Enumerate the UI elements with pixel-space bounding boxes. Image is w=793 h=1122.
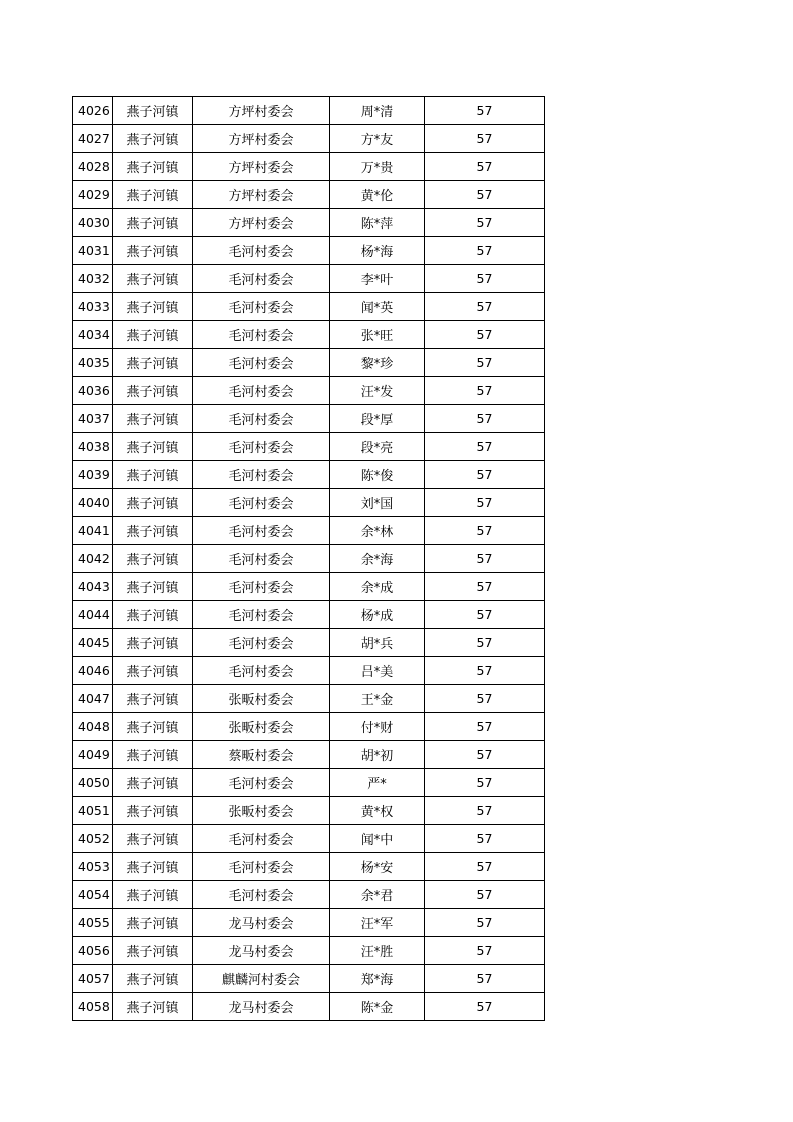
table-row — [73, 937, 545, 965]
name-cell: 郑*海 — [330, 965, 425, 993]
row-number-cell: 4045 — [73, 629, 113, 657]
row-number-cell: 4052 — [73, 825, 113, 853]
town-cell: 燕子河镇 — [113, 405, 193, 433]
name-cell: 杨*成 — [330, 601, 425, 629]
amount-cell: 57 — [425, 265, 545, 293]
row-number-cell: 4026 — [73, 97, 113, 125]
row-number-cell: 4050 — [73, 769, 113, 797]
row-number-cell: 4058 — [73, 993, 113, 1021]
amount-cell: 57 — [425, 881, 545, 909]
row-number-cell: 4031 — [73, 237, 113, 265]
row-number-cell: 4056 — [73, 937, 113, 965]
name-cell: 方*友 — [330, 125, 425, 153]
town-cell: 燕子河镇 — [113, 545, 193, 573]
amount-cell: 57 — [425, 685, 545, 713]
name-cell: 段*厚 — [330, 405, 425, 433]
name-cell: 余*君 — [330, 881, 425, 909]
village-cell: 毛河村委会 — [193, 265, 330, 293]
row-number-cell: 4044 — [73, 601, 113, 629]
amount-cell: 57 — [425, 293, 545, 321]
amount-cell: 57 — [425, 321, 545, 349]
amount-cell: 57 — [425, 125, 545, 153]
row-number-cell: 4030 — [73, 209, 113, 237]
name-cell: 周*清 — [330, 97, 425, 125]
town-cell: 燕子河镇 — [113, 769, 193, 797]
town-cell: 燕子河镇 — [113, 433, 193, 461]
data-table — [72, 96, 545, 1021]
row-number-cell: 4046 — [73, 657, 113, 685]
name-cell: 严* — [330, 769, 425, 797]
village-cell: 毛河村委会 — [193, 237, 330, 265]
village-cell: 张畈村委会 — [193, 797, 330, 825]
amount-cell: 57 — [425, 433, 545, 461]
table-row — [73, 909, 545, 937]
table-row — [73, 965, 545, 993]
amount-cell: 57 — [425, 517, 545, 545]
amount-cell: 57 — [425, 489, 545, 517]
row-number-cell: 4038 — [73, 433, 113, 461]
name-cell: 付*财 — [330, 713, 425, 741]
table-row — [73, 881, 545, 909]
village-cell: 方坪村委会 — [193, 97, 330, 125]
row-number-cell: 4051 — [73, 797, 113, 825]
village-cell: 方坪村委会 — [193, 181, 330, 209]
town-cell: 燕子河镇 — [113, 629, 193, 657]
amount-cell: 57 — [425, 797, 545, 825]
amount-cell: 57 — [425, 853, 545, 881]
town-cell: 燕子河镇 — [113, 349, 193, 377]
amount-cell: 57 — [425, 209, 545, 237]
name-cell: 刘*国 — [330, 489, 425, 517]
amount-cell: 57 — [425, 909, 545, 937]
amount-cell: 57 — [425, 349, 545, 377]
amount-cell: 57 — [425, 237, 545, 265]
amount-cell: 57 — [425, 573, 545, 601]
name-cell: 陈*萍 — [330, 209, 425, 237]
row-number-cell: 4034 — [73, 321, 113, 349]
table-row — [73, 601, 545, 629]
amount-cell: 57 — [425, 713, 545, 741]
village-cell: 毛河村委会 — [193, 881, 330, 909]
name-cell: 黄*权 — [330, 797, 425, 825]
name-cell: 王*金 — [330, 685, 425, 713]
village-cell: 毛河村委会 — [193, 769, 330, 797]
town-cell: 燕子河镇 — [113, 993, 193, 1021]
row-number-cell: 4029 — [73, 181, 113, 209]
name-cell: 万*贵 — [330, 153, 425, 181]
village-cell: 毛河村委会 — [193, 405, 330, 433]
name-cell: 闻*中 — [330, 825, 425, 853]
table-row — [73, 685, 545, 713]
village-cell: 毛河村委会 — [193, 573, 330, 601]
amount-cell: 57 — [425, 965, 545, 993]
town-cell: 燕子河镇 — [113, 965, 193, 993]
town-cell: 燕子河镇 — [113, 853, 193, 881]
table-row — [73, 741, 545, 769]
amount-cell: 57 — [425, 657, 545, 685]
row-number-cell: 4042 — [73, 545, 113, 573]
table-row — [73, 545, 545, 573]
amount-cell: 57 — [425, 97, 545, 125]
table-body — [73, 97, 545, 1021]
table-row — [73, 377, 545, 405]
amount-cell: 57 — [425, 545, 545, 573]
row-number-cell: 4032 — [73, 265, 113, 293]
name-cell: 段*亮 — [330, 433, 425, 461]
name-cell: 黎*珍 — [330, 349, 425, 377]
town-cell: 燕子河镇 — [113, 265, 193, 293]
row-number-cell: 4035 — [73, 349, 113, 377]
table-row — [73, 993, 545, 1021]
town-cell: 燕子河镇 — [113, 237, 193, 265]
table-row — [73, 293, 545, 321]
town-cell: 燕子河镇 — [113, 321, 193, 349]
table-row — [73, 769, 545, 797]
table-row — [73, 797, 545, 825]
table-row — [73, 713, 545, 741]
town-cell: 燕子河镇 — [113, 573, 193, 601]
table-row — [73, 349, 545, 377]
row-number-cell: 4041 — [73, 517, 113, 545]
town-cell: 燕子河镇 — [113, 97, 193, 125]
village-cell: 方坪村委会 — [193, 209, 330, 237]
village-cell: 龙马村委会 — [193, 937, 330, 965]
name-cell: 胡*兵 — [330, 629, 425, 657]
name-cell: 汪*军 — [330, 909, 425, 937]
name-cell: 黄*伦 — [330, 181, 425, 209]
row-number-cell: 4043 — [73, 573, 113, 601]
town-cell: 燕子河镇 — [113, 209, 193, 237]
village-cell: 龙马村委会 — [193, 909, 330, 937]
town-cell: 燕子河镇 — [113, 797, 193, 825]
table-row — [73, 405, 545, 433]
name-cell: 李*叶 — [330, 265, 425, 293]
town-cell: 燕子河镇 — [113, 461, 193, 489]
amount-cell: 57 — [425, 181, 545, 209]
town-cell: 燕子河镇 — [113, 937, 193, 965]
table-row — [73, 433, 545, 461]
amount-cell: 57 — [425, 601, 545, 629]
name-cell: 陈*金 — [330, 993, 425, 1021]
amount-cell: 57 — [425, 153, 545, 181]
row-number-cell: 4039 — [73, 461, 113, 489]
row-number-cell: 4037 — [73, 405, 113, 433]
name-cell: 汪*发 — [330, 377, 425, 405]
table-row — [73, 321, 545, 349]
table-row — [73, 125, 545, 153]
table-row — [73, 825, 545, 853]
row-number-cell: 4054 — [73, 881, 113, 909]
name-cell: 杨*海 — [330, 237, 425, 265]
village-cell: 毛河村委会 — [193, 321, 330, 349]
amount-cell: 57 — [425, 461, 545, 489]
name-cell: 张*旺 — [330, 321, 425, 349]
row-number-cell: 4057 — [73, 965, 113, 993]
amount-cell: 57 — [425, 993, 545, 1021]
village-cell: 张畈村委会 — [193, 685, 330, 713]
table-row — [73, 629, 545, 657]
table-row — [73, 209, 545, 237]
table-row — [73, 265, 545, 293]
name-cell: 闻*英 — [330, 293, 425, 321]
town-cell: 燕子河镇 — [113, 881, 193, 909]
table-row — [73, 517, 545, 545]
town-cell: 燕子河镇 — [113, 713, 193, 741]
village-cell: 毛河村委会 — [193, 629, 330, 657]
town-cell: 燕子河镇 — [113, 489, 193, 517]
town-cell: 燕子河镇 — [113, 125, 193, 153]
village-cell: 龙马村委会 — [193, 993, 330, 1021]
amount-cell: 57 — [425, 769, 545, 797]
town-cell: 燕子河镇 — [113, 825, 193, 853]
name-cell: 陈*俊 — [330, 461, 425, 489]
village-cell: 毛河村委会 — [193, 657, 330, 685]
row-number-cell: 4055 — [73, 909, 113, 937]
row-number-cell: 4036 — [73, 377, 113, 405]
table-row — [73, 461, 545, 489]
town-cell: 燕子河镇 — [113, 153, 193, 181]
town-cell: 燕子河镇 — [113, 741, 193, 769]
table-row — [73, 573, 545, 601]
amount-cell: 57 — [425, 629, 545, 657]
village-cell: 毛河村委会 — [193, 601, 330, 629]
row-number-cell: 4047 — [73, 685, 113, 713]
row-number-cell: 4028 — [73, 153, 113, 181]
village-cell: 毛河村委会 — [193, 377, 330, 405]
village-cell: 毛河村委会 — [193, 853, 330, 881]
village-cell: 毛河村委会 — [193, 461, 330, 489]
village-cell: 毛河村委会 — [193, 349, 330, 377]
row-number-cell: 4033 — [73, 293, 113, 321]
name-cell: 余*成 — [330, 573, 425, 601]
name-cell: 胡*初 — [330, 741, 425, 769]
table-row — [73, 489, 545, 517]
table-row — [73, 853, 545, 881]
village-cell: 毛河村委会 — [193, 517, 330, 545]
row-number-cell: 4053 — [73, 853, 113, 881]
table-row — [73, 181, 545, 209]
town-cell: 燕子河镇 — [113, 377, 193, 405]
table-row — [73, 153, 545, 181]
name-cell: 余*林 — [330, 517, 425, 545]
town-cell: 燕子河镇 — [113, 685, 193, 713]
village-cell: 麒麟河村委会 — [193, 965, 330, 993]
village-cell: 蔡畈村委会 — [193, 741, 330, 769]
town-cell: 燕子河镇 — [113, 181, 193, 209]
name-cell: 余*海 — [330, 545, 425, 573]
village-cell: 张畈村委会 — [193, 713, 330, 741]
village-cell: 毛河村委会 — [193, 489, 330, 517]
name-cell: 吕*美 — [330, 657, 425, 685]
town-cell: 燕子河镇 — [113, 657, 193, 685]
village-cell: 方坪村委会 — [193, 125, 330, 153]
table-row — [73, 97, 545, 125]
amount-cell: 57 — [425, 377, 545, 405]
table-row — [73, 237, 545, 265]
row-number-cell: 4027 — [73, 125, 113, 153]
row-number-cell: 4040 — [73, 489, 113, 517]
amount-cell: 57 — [425, 405, 545, 433]
amount-cell: 57 — [425, 741, 545, 769]
village-cell: 毛河村委会 — [193, 825, 330, 853]
table-row — [73, 657, 545, 685]
village-cell: 方坪村委会 — [193, 153, 330, 181]
village-cell: 毛河村委会 — [193, 545, 330, 573]
row-number-cell: 4049 — [73, 741, 113, 769]
row-number-cell: 4048 — [73, 713, 113, 741]
town-cell: 燕子河镇 — [113, 293, 193, 321]
town-cell: 燕子河镇 — [113, 517, 193, 545]
name-cell: 杨*安 — [330, 853, 425, 881]
town-cell: 燕子河镇 — [113, 601, 193, 629]
name-cell: 汪*胜 — [330, 937, 425, 965]
village-cell: 毛河村委会 — [193, 433, 330, 461]
amount-cell: 57 — [425, 937, 545, 965]
town-cell: 燕子河镇 — [113, 909, 193, 937]
amount-cell: 57 — [425, 825, 545, 853]
village-cell: 毛河村委会 — [193, 293, 330, 321]
